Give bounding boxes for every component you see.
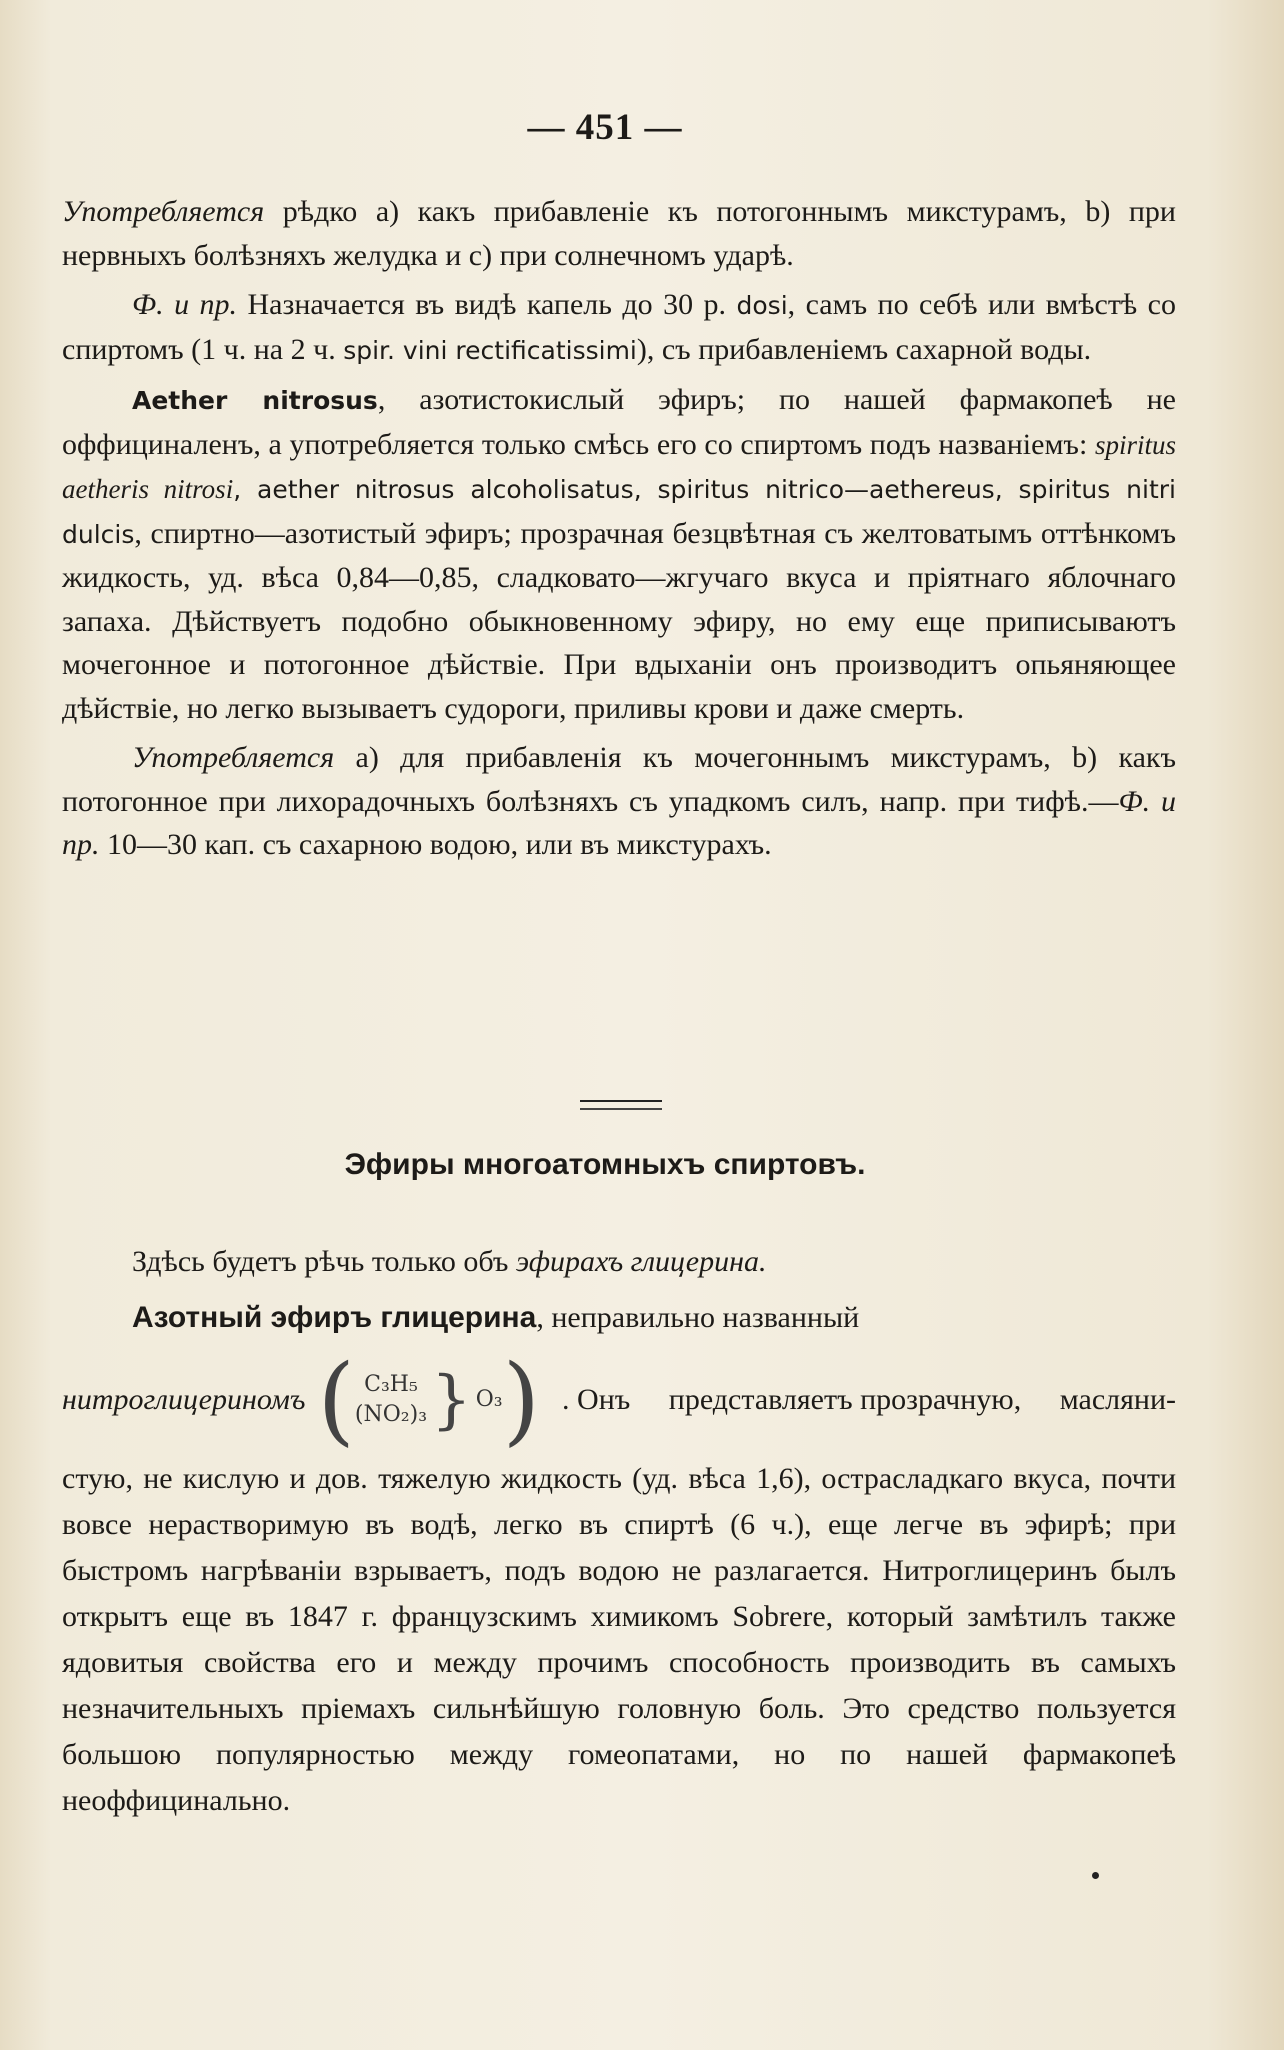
nitroglycerin-description: стую, не кислую и дов. тяжелую жидкость (уд. вѣса 1,6), острасладкаго вкуса, почти вовсе нерастворимую въ водѣ, легко въ спиртѣ (6 ч.), еще легче въ эфирѣ; при быстромъ нагрѣваніи взрываетъ, подъ водою не разлагается. Нитроглицеринъ былъ открытъ еще въ 1847 г. французскимъ химикомъ Sobrere, который замѣтилъ также ядовитыя свойства его и между прочимъ способность производить въ самыхъ незначительныхъ пріемахъ сильнѣйшую головную боль. Это средство пользуется большою популярностью между гомеопатами, но по нашей фармакопеѣ неоффицинально. <box>62 1462 1176 1817</box>
formula-after-text: представляетъ прозрачную, <box>668 1383 1022 1416</box>
intro-italic: эфирахъ глицерина. <box>515 1245 767 1278</box>
formula-after <box>552 1378 1176 1422</box>
dosage-label: Ф. и пр. <box>62 784 1176 861</box>
dosage-label: Ф. и пр. <box>132 288 238 321</box>
formula-top: C₃H₅ <box>364 1372 418 1397</box>
paragraph-dosage-1 <box>62 283 1176 372</box>
section-divider <box>580 1100 662 1110</box>
formula-after-text: . Онъ <box>562 1383 631 1416</box>
dosage-text: , самъ по себѣ или вмѣстѣ со спиртомъ (1 ч. на 2 ч. <box>62 288 1176 366</box>
formula-stack <box>355 1370 427 1430</box>
term-nitroglycerin: Азотный эфиръ глицерина <box>132 1301 537 1334</box>
nitro-text: , неправильно названный <box>536 1301 860 1334</box>
page-number: — 451 — <box>527 107 683 148</box>
left-paren: ( <box>317 1344 355 1456</box>
right-paren: ) <box>502 1344 541 1456</box>
dosage-text: Назначается въ видѣ капель до 30 р. <box>237 288 737 321</box>
aether-description: , спиртно—азотистый эфиръ; прозрачная безцвѣтная съ желтоватымъ оттѣнкомъ жидкость, уд. вѣса 0,84—0,85, сладковато—жгучаго вкуса и пріятнаго яблочнаго запаха. Дѣйствуетъ подобно обыкновенному эфиру, но ему еще приписываютъ мочегонное и потогонное дѣйствіе. При вдыханіи онъ производитъ опьяняющее дѣйствіе, но легко вызываетъ судороги, приливы крови и даже смерть. <box>62 516 1176 725</box>
formula-after-text: масляни- <box>1059 1383 1176 1416</box>
aether-text: , азотистокислый эфиръ; по нашей фармакопеѣ не оффициналенъ, а употребляется только смѣсь его со спиртомъ подъ названіемъ: <box>62 383 1176 461</box>
latin-synonyms: , aether nitrosus alcoholisatus, spiritus nitrico—aethereus, spiritus nitri dulcis <box>62 475 1176 549</box>
formula-oxygen: O₃ <box>475 1387 503 1412</box>
main-text <box>62 190 1176 873</box>
formula-line <box>62 1344 1176 1456</box>
paragraph-intro <box>62 1240 1176 1284</box>
latin-spir: spir. vini rectificatissimi <box>343 335 637 365</box>
intro-text: Здѣсь будетъ рѣчь только объ <box>132 1245 516 1278</box>
paragraph-usage-2 <box>62 736 1176 867</box>
nitroglycerin-italic: нитроглицериномъ <box>62 1383 306 1416</box>
chemical-formula <box>317 1344 541 1456</box>
section-text <box>62 1240 1176 1456</box>
dosage-text: ), съ прибавленіемъ сахарной воды. <box>636 332 1092 366</box>
usage-label: Употребляется <box>132 741 335 774</box>
paragraph-usage-1 <box>62 190 1176 277</box>
paragraph-nitroglycerin-title <box>62 1296 1176 1340</box>
usage-text: рѣдко a) какъ прибавленіе къ потогоннымъ микстурамъ, b) при нервныхъ болѣзняхъ желудка и c) при солнечномъ ударѣ. <box>62 195 1176 272</box>
section-heading: Эфиры многоатомныхъ спиртовъ. <box>344 1148 866 1181</box>
latin-spiritus-italic: spiritus aetheris nitrosi <box>62 429 1176 504</box>
latin-dosi: dosi <box>736 291 788 320</box>
usage-text: 10—30 кап. съ сахарною водою, или въ микстурахъ. <box>99 828 772 861</box>
ink-dot <box>1092 1872 1099 1879</box>
paragraph-aether-nitrosus <box>62 378 1176 730</box>
brace: } <box>431 1363 472 1437</box>
term-aether-nitrosus: Aether nitrosus <box>132 386 378 415</box>
formula-bottom: (NO₂)₃ <box>354 1402 428 1427</box>
usage-text: a) для прибавленія къ мочегоннымъ микстурамъ, b) какъ потогонное при лихорадочныхъ болѣзняхъ съ упадкомъ силъ, напр. при тифѣ.— <box>62 741 1176 818</box>
usage-label: Употребляется <box>62 195 265 228</box>
